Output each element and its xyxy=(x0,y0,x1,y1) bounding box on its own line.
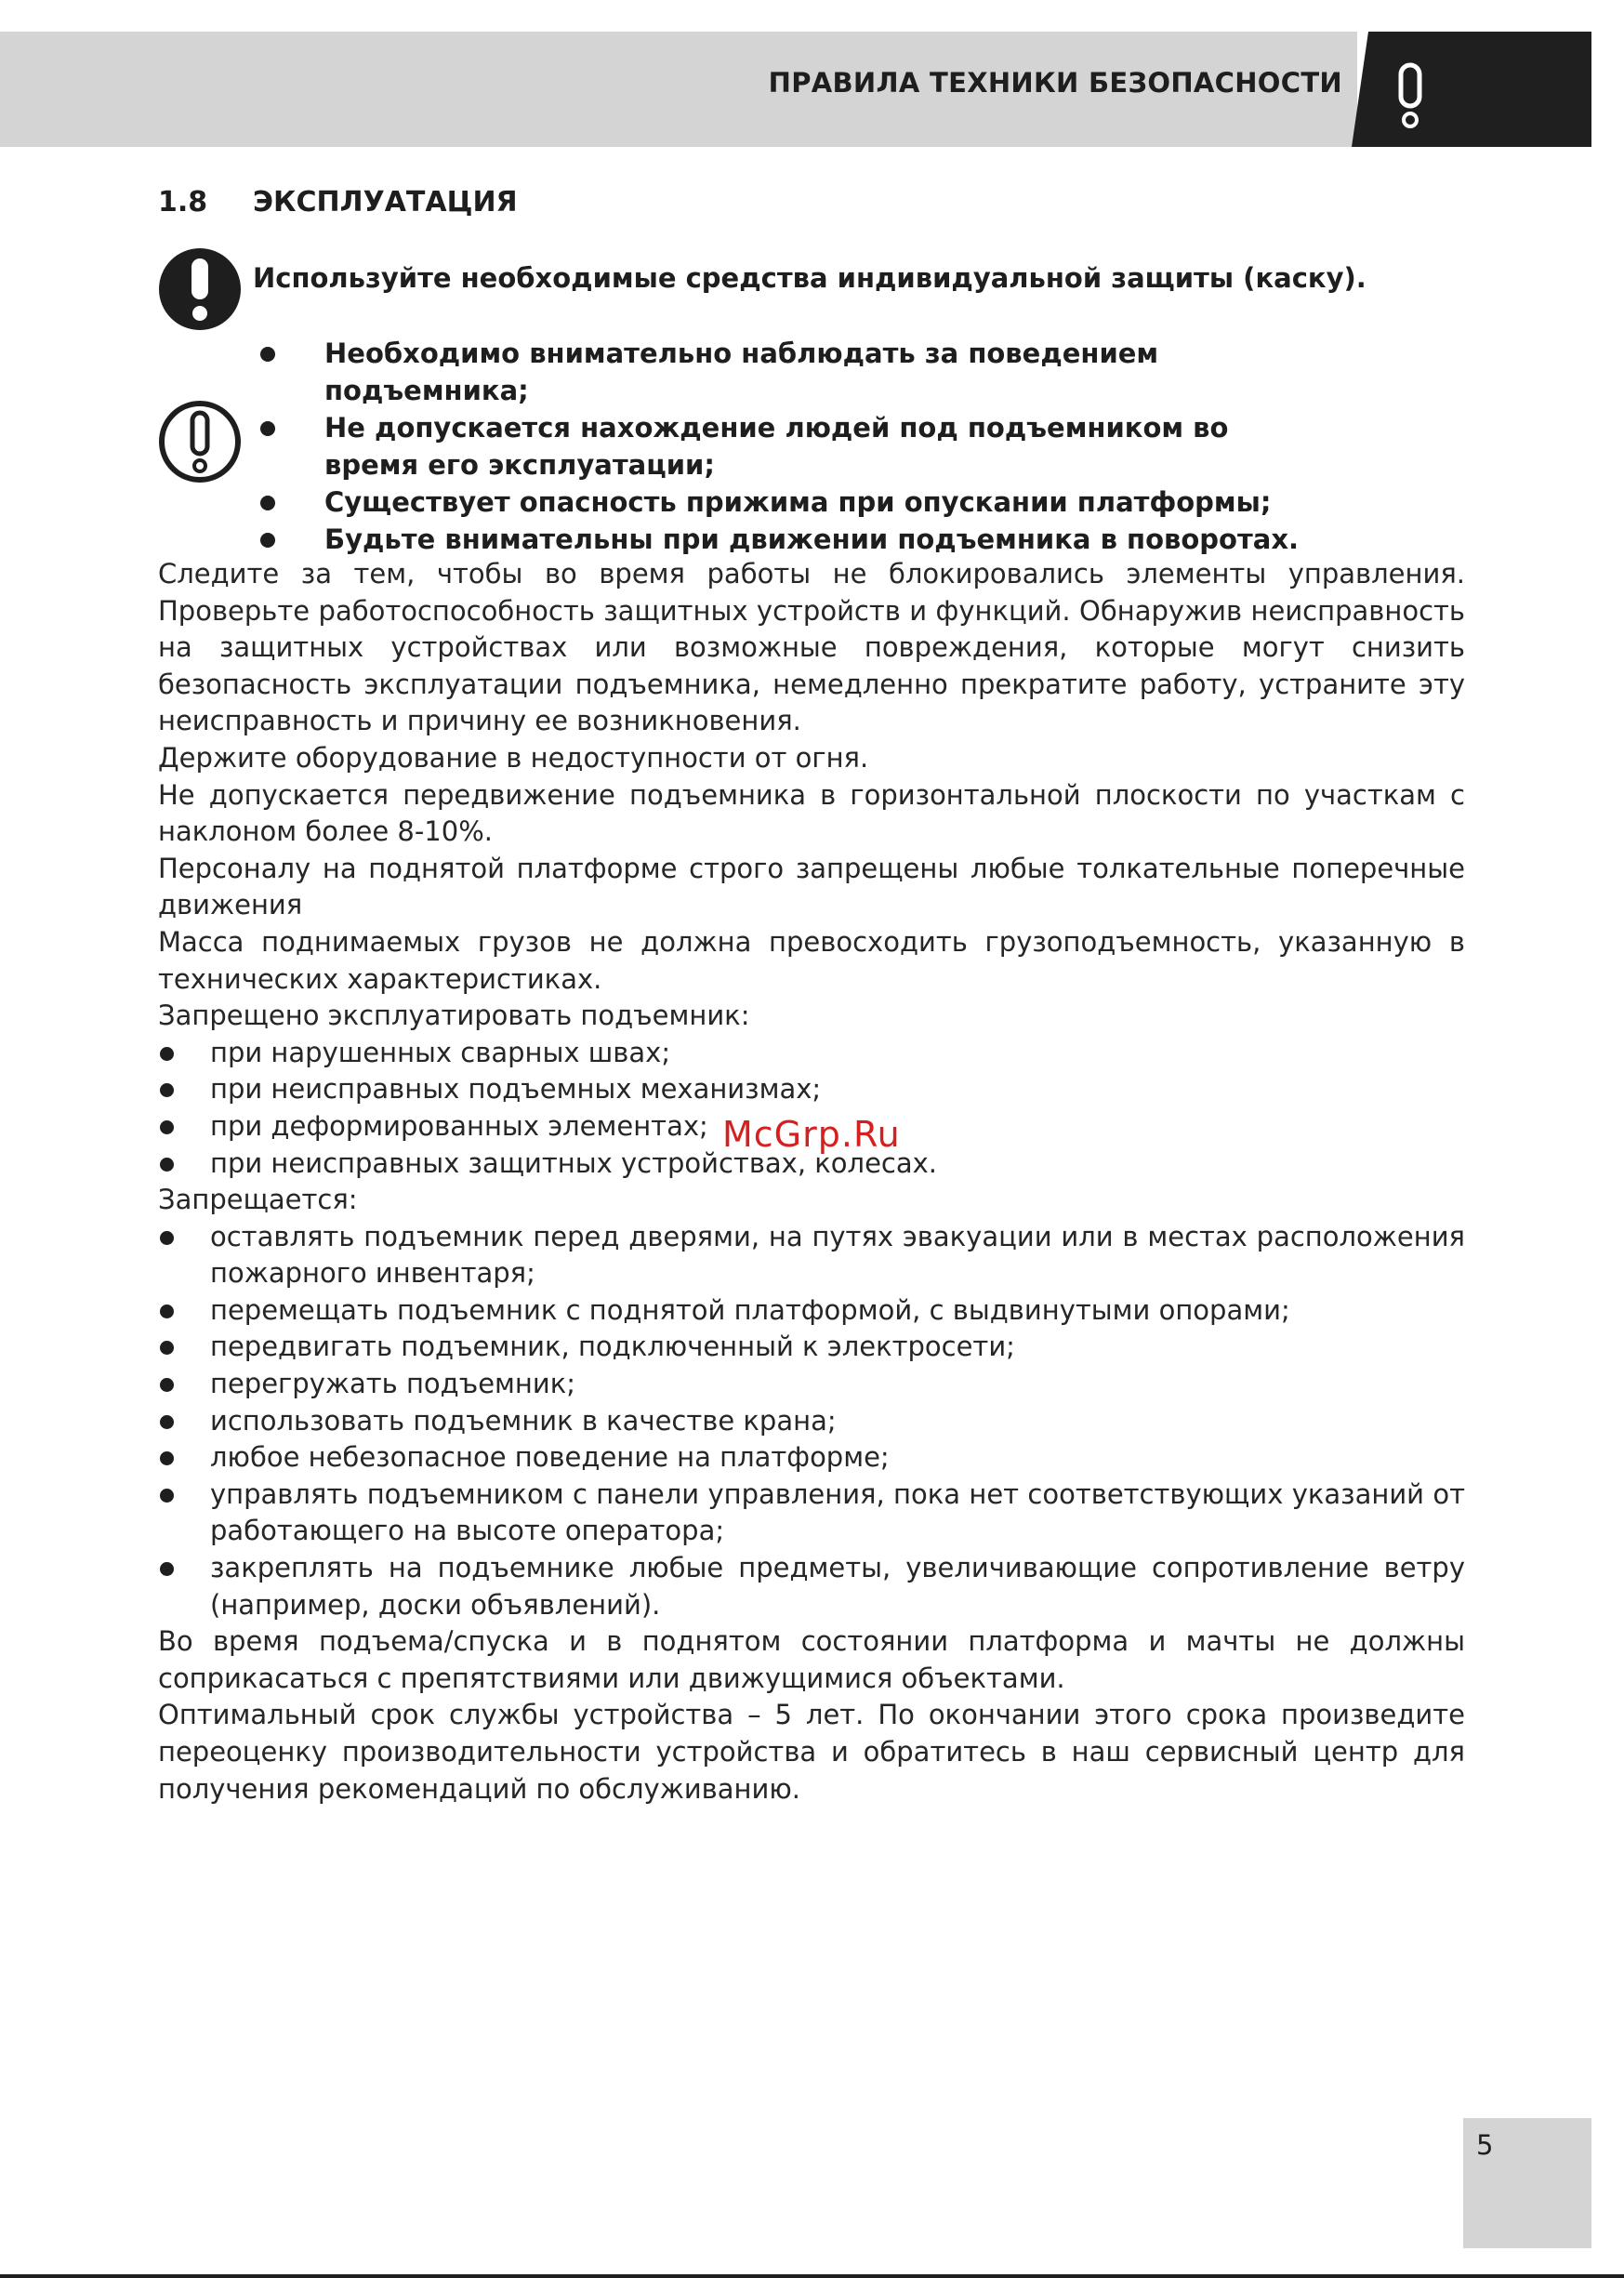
bottom-rule xyxy=(0,2274,1624,2278)
list-item: при нарушенных сварных швах; xyxy=(158,1035,1465,1072)
paragraph: Следите за тем, чтобы во время работы не блокировались элементы управления. Проверьте работоспособность защитных устройств и функций. Обнаружив неисправность на защитных устройствах или возможные повреждения, которые могут снизить безопасность эксплуатации подъемника, немедленно прекратите работу, устраните эту неисправность и причину ее возникновения. xyxy=(158,558,1465,737)
list-item: передвигать подъемник, подключенный к электросети; xyxy=(158,1329,1465,1366)
paragraph: Запрещается: xyxy=(158,1184,358,1216)
page-number: 5 xyxy=(1476,2129,1494,2161)
exclamation-outline-circle-icon xyxy=(158,400,242,483)
caution-list xyxy=(258,335,1318,558)
paragraph: Не допускается передвижение подъемника в горизонтальной плоскости по участкам с наклоном более 8-10%. xyxy=(158,778,1465,848)
paragraph: Запрещено эксплуатировать подъемник: xyxy=(158,1000,750,1032)
caution-item: Необходимо внимательно наблюдать за поведением подъемника; xyxy=(258,335,1318,409)
prohibited-actions-list xyxy=(158,1219,1465,1624)
list-item: закреплять на подъемнике любые предметы, увеличивающие сопротивление ветру (например, доски объявлений). xyxy=(158,1550,1465,1623)
list-item: при неисправных защитных устройствах, колесах. xyxy=(158,1146,1465,1183)
warning-text: Используйте необходимые средства индивидуальной защиты (каску). xyxy=(253,262,1367,294)
paragraph: Оптимальный срок службы устройства – 5 лет. По окончании этого срока произведите переоценку производительности устройства и обратитесь в наш сервисный центр для получения рекомендаций по обслуживанию. xyxy=(158,1699,1465,1805)
prohibited-conditions-list xyxy=(158,1035,1465,1182)
section-title: ЭКСПЛУАТАЦИЯ xyxy=(253,186,518,219)
list-item: при деформированных элементах; xyxy=(158,1108,1465,1146)
header-title: ПРАВИЛА ТЕХНИКИ БЕЗОПАСНОСТИ xyxy=(768,67,1342,99)
list-item: любое небезопасное поведение на платформе; xyxy=(158,1439,1465,1477)
list-item: оставлять подъемник перед дверями, на путях эвакуации или в местах расположения пожарного инвентаря; xyxy=(158,1219,1465,1292)
list-item: управлять подъемником с панели управления, пока нет соответствующих указаний от работающего на высоте оператора; xyxy=(158,1477,1465,1550)
caution-item: Будьте внимательны при движении подъемника в поворотах. xyxy=(258,521,1318,558)
caution-item: Не допускается нахождение людей под подъемником во время его эксплуатации; xyxy=(258,409,1318,483)
caution-item: Существует опасность прижима при опускании платформы; xyxy=(258,483,1318,521)
paragraph: Персоналу на поднятой платформе строго запрещены любые толкательные поперечные движения xyxy=(158,852,1465,921)
exclamation-filled-circle-icon xyxy=(158,247,242,331)
section-number: 1.8 xyxy=(158,186,208,219)
list-item: при неисправных подъемных механизмах; xyxy=(158,1071,1465,1108)
list-item: перемещать подъемник с поднятой платформой, с выдвинутыми опорами; xyxy=(158,1292,1465,1330)
paragraph: Держите оборудование в недоступности от огня. xyxy=(158,741,869,774)
header-icon-block xyxy=(1352,32,1591,147)
paragraph: Масса поднимаемых грузов не должна превосходить грузоподъемность, указанную в технических характеристиках. xyxy=(158,925,1465,995)
list-item: использовать подъемник в качестве крана; xyxy=(158,1403,1465,1440)
watermark: McGrp.Ru xyxy=(722,1114,901,1155)
paragraph: Во время подъема/спуска и в поднятом состоянии платформа и мачты не должны соприкасаться с препятствиями или движущимися объектами. xyxy=(158,1625,1465,1694)
body-text xyxy=(158,556,1465,1808)
exclamation-icon xyxy=(1396,61,1424,130)
section-heading xyxy=(158,186,518,219)
list-item: перегружать подъемник; xyxy=(158,1366,1465,1403)
